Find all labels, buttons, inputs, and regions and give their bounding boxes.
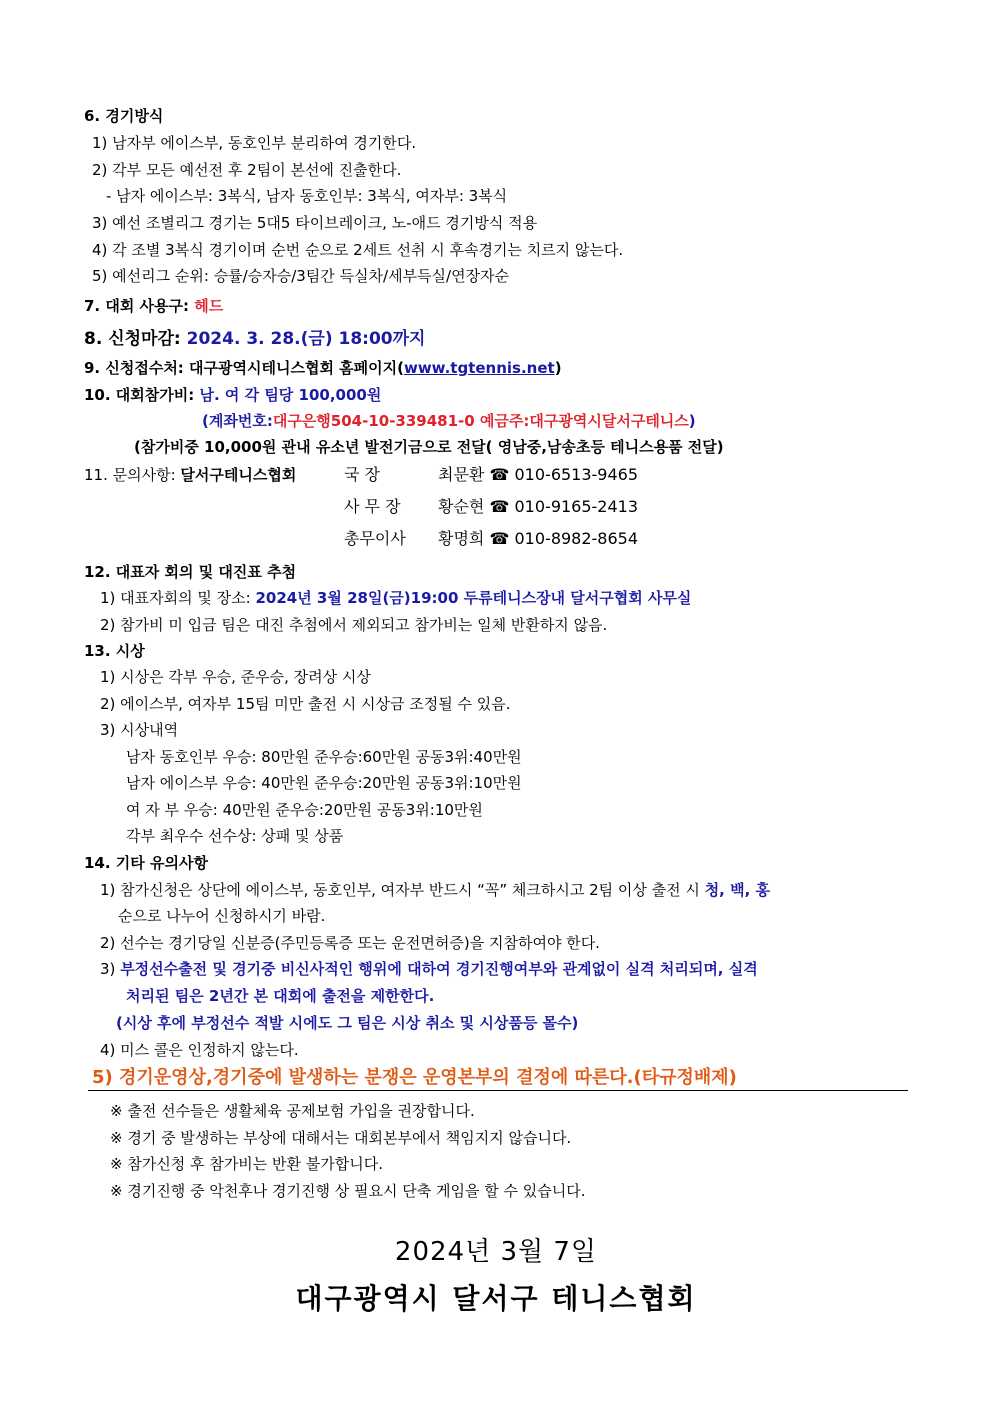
section-13-heading: 13. 시상 xyxy=(84,642,145,660)
team-colors: 청, 백, 홍 xyxy=(704,881,770,899)
section-9 xyxy=(84,358,562,378)
section-12-item xyxy=(100,588,691,608)
notice-3-num: 3) xyxy=(100,960,116,978)
notice-5: 5) 경기운영상,경기중에 발생하는 분쟁은 운영본부의 결정에 따른다.(타규정배제) xyxy=(92,1067,737,1088)
section-6-item: 4) 각 조별 3복식 경기이며 순번 순으로 2세트 선취 시 후속경기는 치르지 않는다. xyxy=(92,241,624,259)
contact-org: 달서구테니스협회 xyxy=(180,466,297,484)
phone-icon: ☎ xyxy=(489,497,510,516)
section-14-item xyxy=(100,880,770,900)
contact-row xyxy=(344,528,638,550)
prize-row: 남자 에이스부 우승: 40만원 준우승:20만원 공동3위:10만원 xyxy=(126,774,522,792)
contact-role: 총무이사 xyxy=(344,529,406,548)
contact-phone: 010-9165-2413 xyxy=(514,497,639,516)
section-6-item: - 남자 에이스부: 3복식, 남자 동호인부: 3복식, 여자부: 3복식 xyxy=(106,187,508,205)
section-14-heading: 14. 기타 유의사항 xyxy=(84,854,208,872)
phone-icon: ☎ xyxy=(489,465,510,484)
deadline-label: 8. 신청마감: xyxy=(84,329,181,349)
account-close: ) xyxy=(688,412,696,430)
note-item: ※ 경기진행 중 악천후나 경기진행 상 필요시 단축 게임을 할 수 있습니다. xyxy=(110,1182,586,1200)
section-8 xyxy=(84,328,425,350)
section-6-item: 3) 예선 조별리그 경기는 5대5 타이브레이크, 노-애드 경기방식 적용 xyxy=(92,214,538,232)
notice-3-line3: (시상 후에 부정선수 적발 시에도 그 팀은 시상 취소 및 시상품등 몰수) xyxy=(116,1014,579,1032)
fee-value: 남. 여 각 팀당 100,000원 xyxy=(199,386,382,404)
issuer-org: 대구광역시 달서구 테니스협회 xyxy=(295,1282,697,1315)
issue-date: 2024년 3월 7일 xyxy=(394,1237,598,1267)
section-6-heading: 6. 경기방식 xyxy=(84,107,164,125)
section-14-item: 2) 선수는 경기당일 신분증(주민등록증 또는 운전면허증)을 지참하여야 한다. xyxy=(100,934,600,952)
section-6-item: 1) 남자부 에이스부, 동호인부 분리하여 경기한다. xyxy=(92,134,417,152)
account-value: 대구은행504-10-339481-0 예금주:대구광역시달서구테니스 xyxy=(272,412,689,430)
fee-label: 10. 대회참가비: xyxy=(84,386,195,404)
contact-role: 국 장 xyxy=(344,465,380,484)
section-6-item: 5) 예선리그 순위: 승률/승자승/3팀간 득실차/세부득실/연장자순 xyxy=(92,267,510,285)
contact-role: 사 무 장 xyxy=(344,497,401,516)
contact-name: 황명희 xyxy=(438,529,485,548)
prize-row: 각부 최우수 선수상: 상패 및 상품 xyxy=(126,827,344,845)
section-10 xyxy=(84,385,381,405)
ball-label: 7. 대회 사용구: xyxy=(84,297,190,315)
ball-value: 헤드 xyxy=(194,297,224,315)
meeting-label: 1) 대표자회의 및 장소: xyxy=(100,589,251,607)
section-14-item: 4) 미스 콜은 인정하지 않는다. xyxy=(100,1041,299,1059)
prize-row: 여 자 부 우승: 40만원 준우승:20만원 공동3위:10만원 xyxy=(126,801,483,819)
section-13-item: 3) 시상내역 xyxy=(100,721,179,739)
deadline-value: 2024. 3. 28.(금) 18:00까지 xyxy=(186,329,426,349)
section-12-item: 2) 참가비 미 입금 팀은 대진 추첨에서 제외되고 참가비는 일체 반환하지 않음. xyxy=(100,616,608,634)
phone-icon: ☎ xyxy=(489,529,510,548)
section-14-item xyxy=(100,959,758,979)
contact-label: 11. 문의사항: xyxy=(84,466,176,484)
reception-end: ) xyxy=(554,359,562,377)
account-open: (계좌번호: xyxy=(202,412,273,430)
contact-name: 황순현 xyxy=(438,497,485,516)
contact-name: 최문환 xyxy=(438,465,485,484)
contact-phone: 010-8982-8654 xyxy=(514,529,639,548)
section-6-item: 2) 각부 모든 예선전 후 2팀이 본선에 진출한다. xyxy=(92,161,402,179)
notice-1-text: 1) 참가신청은 상단에 에이스부, 동호인부, 여자부 반드시 “꼭” 체크하시고 2팀 이상 출전 시 xyxy=(100,881,700,899)
section-12-heading: 12. 대표자 회의 및 대진표 추첨 xyxy=(84,563,297,581)
contact-phone: 010-6513-9465 xyxy=(514,465,639,484)
section-13-item: 2) 에이스부, 여자부 15팀 미만 출전 시 시상금 조정될 수 있음. xyxy=(100,695,511,713)
section-14-item-cont: 순으로 나누어 신청하시기 바람. xyxy=(118,907,326,925)
note-item: ※ 출전 선수들은 생활체육 공제보험 가입을 권장합니다. xyxy=(110,1102,475,1120)
notice-3-line2: 처리된 팀은 2년간 본 대회에 출전을 제한한다. xyxy=(126,987,435,1005)
contact-row xyxy=(344,496,638,518)
section-7 xyxy=(84,296,223,316)
account-line xyxy=(202,411,696,431)
homepage-link[interactable]: www.tgtennis.net xyxy=(403,359,555,377)
divider-line xyxy=(88,1090,908,1091)
meeting-value: 2024년 3월 28일(금)19:00 두류테니스장내 달서구협회 사무실 xyxy=(255,589,692,607)
fee-note: (참가비중 10,000원 관내 유소년 발전기금으로 전달( 영남중,남송초등 테니스용품 전달) xyxy=(134,438,724,456)
note-item: ※ 경기 중 발생하는 부상에 대해서는 대회본부에서 책임지지 않습니다. xyxy=(110,1129,572,1147)
contact-row xyxy=(344,464,638,486)
reception-label: 9. 신청접수처: 대구광역시테니스협회 홈페이지( xyxy=(84,359,404,377)
prize-row: 남자 동호인부 우승: 80만원 준우승:60만원 공동3위:40만원 xyxy=(126,748,522,766)
section-11-label xyxy=(84,465,296,485)
section-13-item: 1) 시상은 각부 우승, 준우승, 장려상 시상 xyxy=(100,668,371,686)
notice-3-text: 부정선수출전 및 경기중 비신사적인 행위에 대하여 경기진행여부와 관계없이 실격 처리되며, 실격 xyxy=(120,960,758,978)
note-item: ※ 참가신청 후 참가비는 반환 불가합니다. xyxy=(110,1155,384,1173)
